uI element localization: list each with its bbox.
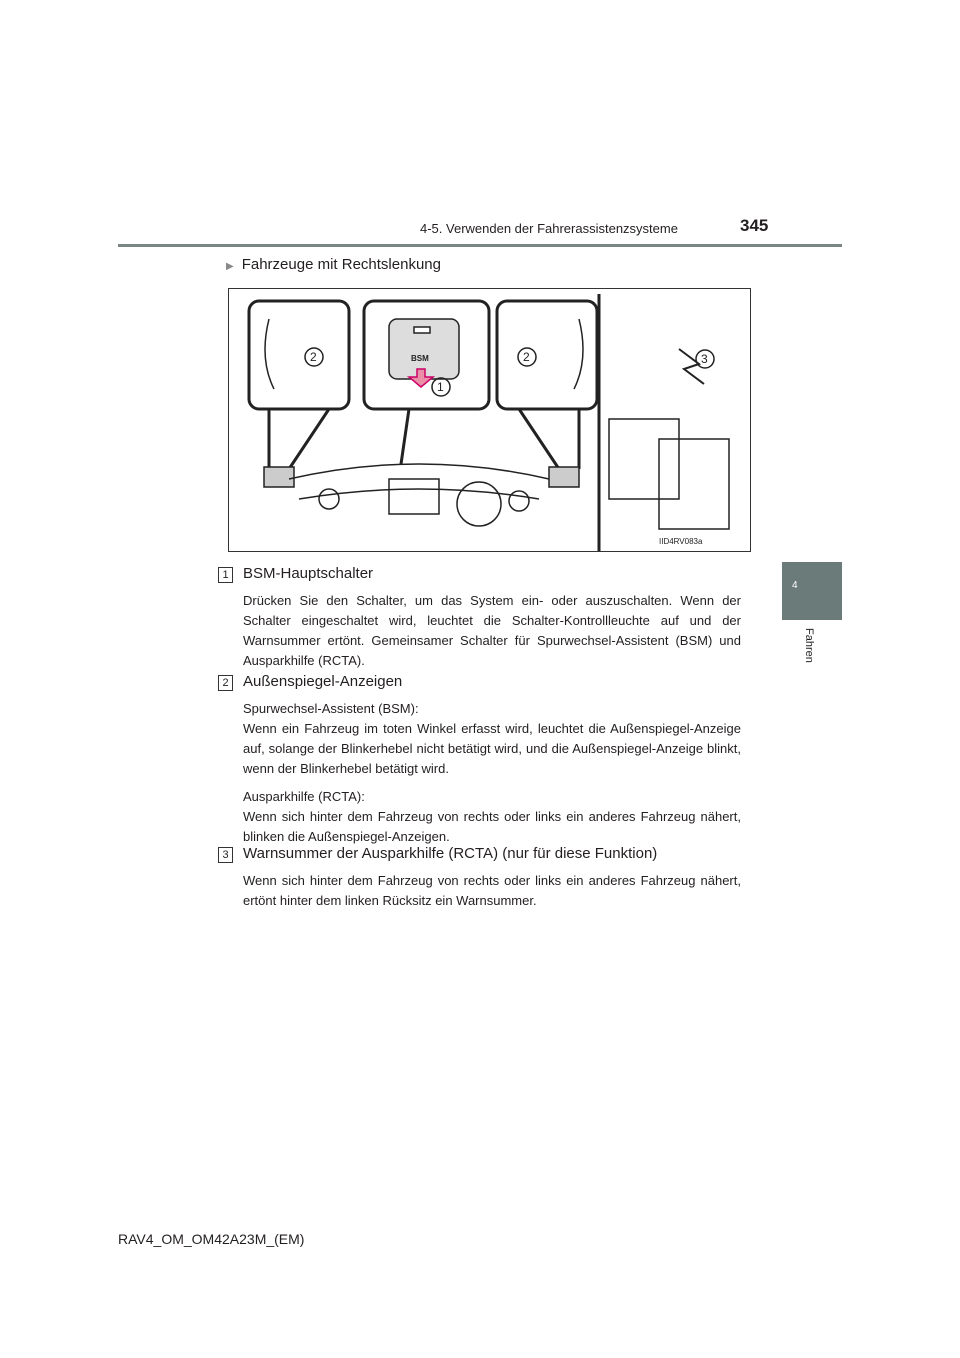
subheading: ▶ Fahrzeuge mit Rechtslenkung	[226, 256, 441, 273]
illustration	[228, 288, 751, 552]
svg-text:3: 3	[701, 352, 708, 366]
triangle-bullet-icon: ▶	[226, 261, 234, 272]
item-title: BSM-Hauptschalter	[243, 565, 374, 582]
dashboard-illustration	[229, 289, 750, 551]
chapter-label: Fahren	[803, 628, 815, 663]
chapter-tab[interactable]: 4	[782, 562, 842, 620]
header-divider	[118, 244, 842, 247]
callout-number: 3	[218, 847, 233, 863]
item-body: Spurwechsel-Assistent (BSM): Wenn ein Fahrzeug im toten Winkel erfasst wird, leuchtet die Außenspiegel-Anzeige auf, solange der Blinkerhebel nicht betätigt wird, und die Außenspiegel-Anzeige blinkt, wenn der Blinkerhebel betätigt wird.	[243, 701, 741, 776]
footer-code: RAV4_OM_OM42A23M_(EM)	[118, 1231, 305, 1247]
callout-number: 1	[218, 567, 233, 583]
page-number: 345	[740, 216, 769, 235]
svg-text:2: 2	[523, 350, 530, 364]
left-mirror-callout	[249, 301, 349, 409]
item-body: Wenn sich hinter dem Fahrzeug von rechts oder links ein anderes Fahrzeug nähert, ertönt hinter dem linken Rücksitz ein Warnsummer.	[243, 873, 741, 908]
svg-text:2: 2	[310, 350, 317, 364]
figure-code: IID4RV083a	[659, 537, 703, 546]
bsm-switch-label: BSM	[411, 354, 429, 363]
section-title: 4-5. Verwenden der Fahrerassistenzsysteme	[420, 221, 678, 236]
right-mirror-callout	[497, 301, 597, 409]
item-body: Drücken Sie den Schalter, um das System ein- oder auszuschalten. Wenn der Schalter eingeschaltet wird, leuchtet die Schalter-Kontrollleuchte auf und der Warnsummer ertönt. Gemeinsamer Schalter für Spurwechsel-Assistent (BSM) und Ausparkhilfe (RCTA).	[243, 593, 741, 668]
callout-number: 2	[218, 675, 233, 691]
item-body: Ausparkhilfe (RCTA): Wenn sich hinter dem Fahrzeug von rechts oder links ein anderes Fahrzeug nähert, blinken die Außenspiegel-Anzeigen.	[243, 789, 741, 844]
svg-text:1: 1	[437, 380, 444, 394]
item-title: Außenspiegel-Anzeigen	[243, 673, 403, 690]
item-title: Warnsummer der Ausparkhilfe (RCTA) (nur für diese Funktion)	[243, 845, 658, 862]
